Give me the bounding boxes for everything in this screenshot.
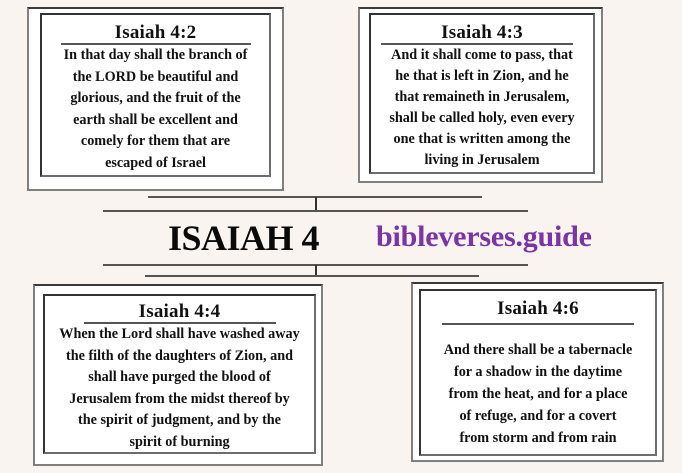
verse-line: of refuge, and for a covert [459, 408, 617, 424]
divider-line [103, 210, 528, 212]
verse-text [45, 324, 314, 453]
verse-card-inner-isaiah-4-3 [369, 13, 595, 174]
verse-line: And it shall come to pass, that [391, 47, 573, 63]
verse-reference: Isaiah 4:2 [114, 22, 197, 43]
verse-line: the spirit of judgment, and by the [78, 412, 281, 428]
verse-line: living in Jerusalem [424, 152, 540, 168]
verse-line: the filth of the daughters of Zion, and [65, 347, 294, 364]
verse-reference: Isaiah 4:3 [441, 22, 523, 43]
verse-line: from storm and from rain [459, 430, 617, 446]
verse-card-inner-isaiah-4-2 [40, 13, 271, 177]
verse-text [42, 45, 269, 174]
divider-line [145, 275, 479, 277]
title-divider [442, 323, 634, 325]
verse-line: for a shadow in the daytime [453, 364, 623, 380]
verse-reference: Isaiah 4:6 [497, 298, 579, 319]
verse-line: escaped of Israel [105, 154, 206, 171]
verse-line: When the Lord shall have washed away [59, 326, 300, 342]
verse-text [421, 339, 655, 449]
verse-line: one that is written among the [393, 131, 571, 147]
verse-line: that remaineth in Jerusalem, [394, 89, 570, 105]
verse-line: And there shall be a tabernacle [443, 342, 633, 358]
verse-reference: Isaiah 4:4 [138, 301, 221, 322]
verse-line: the LORD be beautiful and [72, 68, 239, 85]
site-link[interactable]: bibleverses.guide [376, 220, 592, 253]
verse-card-inner-isaiah-4-6 [419, 289, 657, 456]
page-title: ISAIAH 4 [168, 218, 320, 258]
verse-text [371, 45, 593, 171]
verse-line: comely for them that are [80, 133, 231, 149]
verse-line: In that day shall the branch of [63, 47, 248, 63]
verse-line: he that is left in Zion, and he [395, 68, 569, 84]
verse-line: glorious, and the fruit of the [70, 90, 241, 106]
verse-line: Jerusalem from the midst thereof by [69, 390, 290, 407]
connector-line [315, 197, 317, 211]
verse-line: spirit of burning [129, 433, 230, 450]
verse-line: from the heat, and for a place [448, 386, 628, 402]
verse-line: shall be called holy, even every [389, 110, 575, 126]
verse-card-inner-isaiah-4-4 [43, 294, 316, 454]
verse-line: earth shall be excellent and [73, 111, 238, 128]
verse-line: shall have purged the blood of [88, 369, 271, 385]
